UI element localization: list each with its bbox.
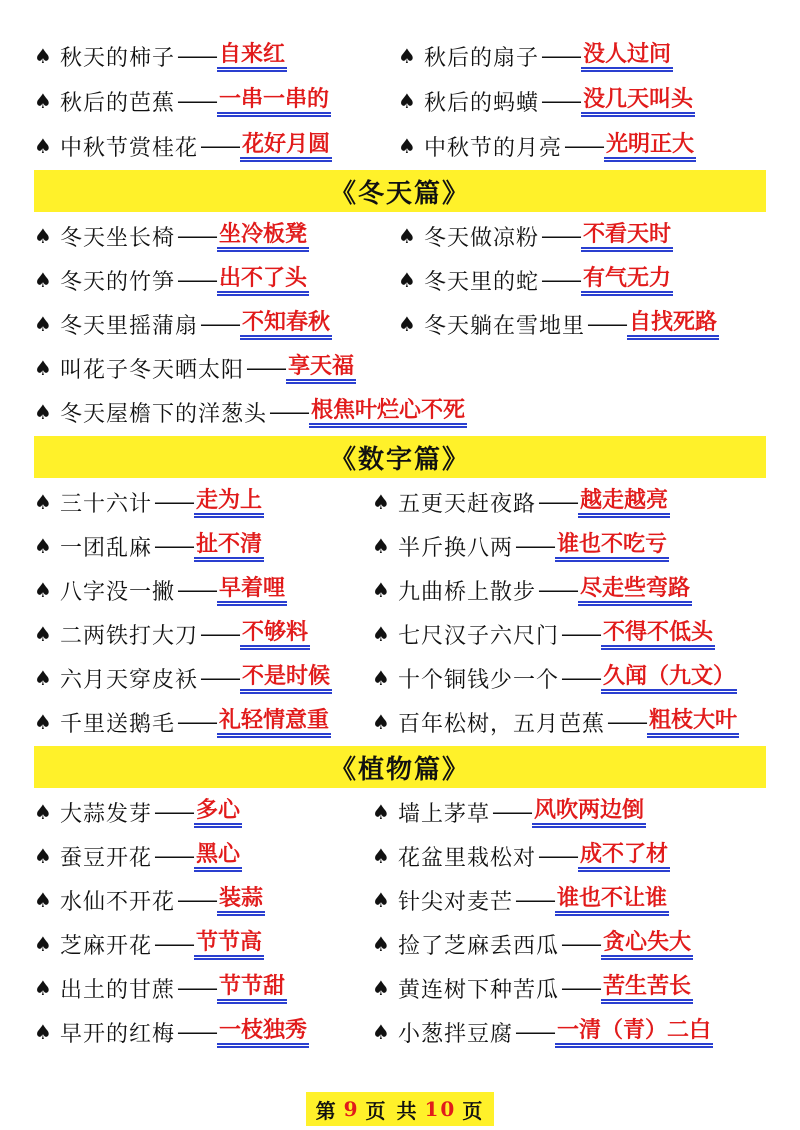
riddle-answer: 没人过问 xyxy=(581,41,673,72)
riddle-row: ♠ 大蒜发芽 —— 多心 ♠ 墙上茅草 —— 风吹两边倒 xyxy=(34,796,645,827)
spade-icon: ♠ xyxy=(398,44,416,68)
riddle-row: ♠ 冬天的竹笋 —— 出不了头 ♠ 冬天里的蛇 —— 有气无力 xyxy=(34,264,672,295)
riddle-question: 冬天屋檐下的洋葱头 xyxy=(60,401,268,427)
riddle-answer: 黑心 xyxy=(194,841,242,872)
riddle-question: 六月天穿皮袄 xyxy=(60,667,199,693)
riddle-question: 十个铜钱少一个 xyxy=(398,667,560,693)
riddle-answer: 不是时候 xyxy=(240,663,332,694)
riddle-question: 秋后的扇子 xyxy=(424,45,540,71)
spade-icon: ♠ xyxy=(372,844,390,868)
riddle-row: ♠ 二两铁打大刀 —— 不够料 ♠ 七尺汉子六尺门 —— 不得不低头 xyxy=(34,618,714,649)
riddle-question: 九曲桥上散步 xyxy=(398,579,537,605)
spade-icon: ♠ xyxy=(398,312,416,336)
riddle-answer: 谁也不吃亏 xyxy=(555,531,669,562)
riddle-answer: 贪心失大 xyxy=(601,929,693,960)
riddle-answer: 不够料 xyxy=(240,619,310,650)
riddle-question: 针尖对麦芒 xyxy=(398,889,514,915)
spade-icon: ♠ xyxy=(34,134,52,158)
riddle-row: ♠ 冬天里摇蒲扇 —— 不知春秋 ♠ 冬天躺在雪地里 —— 自找死路 xyxy=(34,308,718,339)
riddle-answer: 谁也不让谁 xyxy=(555,885,669,916)
spade-icon: ♠ xyxy=(372,1020,390,1044)
riddle-question: 冬天里摇蒲扇 xyxy=(60,313,199,339)
riddle-answer: 不得不低头 xyxy=(601,619,715,650)
riddle-answer: 坐冷板凳 xyxy=(217,221,309,252)
spade-icon: ♠ xyxy=(34,666,52,690)
riddle-answer: 扯不清 xyxy=(194,531,264,562)
spade-icon: ♠ xyxy=(372,800,390,824)
page-indicator xyxy=(306,1092,494,1126)
spade-icon: ♠ xyxy=(34,932,52,956)
riddle-question: 二两铁打大刀 xyxy=(60,623,199,649)
riddle-answer: 根焦叶烂心不死 xyxy=(309,397,467,428)
page-middle: 页 共 xyxy=(365,1098,419,1123)
page-prefix: 第 xyxy=(315,1098,338,1123)
riddle-row: ♠ 中秋节赏桂花 —— 花好月圆 ♠ 中秋节的月亮 —— 光明正大 xyxy=(34,130,695,161)
riddle-answer: 一串一串的 xyxy=(217,86,331,117)
riddle-question: 小葱拌豆腐 xyxy=(398,1021,514,1047)
spade-icon: ♠ xyxy=(372,534,390,558)
riddle-question: 大蒜发芽 xyxy=(60,801,153,827)
riddle-answer: 没几天叫头 xyxy=(581,86,695,117)
riddle-question: 一团乱麻 xyxy=(60,535,153,561)
page-suffix: 页 xyxy=(462,1098,485,1123)
spade-icon: ♠ xyxy=(34,44,52,68)
riddle-answer: 久闻（九文） xyxy=(601,663,737,694)
riddle-answer: 多心 xyxy=(194,797,242,828)
riddle-answer: 光明正大 xyxy=(604,131,696,162)
riddle-row: ♠ 早开的红梅 —— 一枝独秀 ♠ 小葱拌豆腐 —— 一清（青）二白 xyxy=(34,1016,712,1047)
riddle-answer: 自来红 xyxy=(217,41,287,72)
riddle-question: 冬天躺在雪地里 xyxy=(424,313,586,339)
spade-icon: ♠ xyxy=(34,800,52,824)
riddle-answer: 礼轻情意重 xyxy=(217,707,331,738)
riddle-answer: 一清（青）二白 xyxy=(555,1017,713,1048)
riddle-question: 冬天的竹笋 xyxy=(60,269,176,295)
spade-icon: ♠ xyxy=(372,932,390,956)
riddle-question: 秋天的柿子 xyxy=(60,45,176,71)
section-banner-numbers: 《数字篇》 xyxy=(34,436,766,478)
spade-icon: ♠ xyxy=(372,578,390,602)
riddle-question: 秋后的芭蕉 xyxy=(60,90,176,116)
spade-icon: ♠ xyxy=(34,888,52,912)
spade-icon: ♠ xyxy=(372,976,390,1000)
spade-icon: ♠ xyxy=(34,622,52,646)
spade-icon: ♠ xyxy=(34,976,52,1000)
riddle-row: ♠ 叫花子冬天晒太阳 —— 享天福 xyxy=(34,352,355,383)
riddle-question: 八字没一撇 xyxy=(60,579,176,605)
spade-icon: ♠ xyxy=(398,224,416,248)
riddle-answer: 不看天时 xyxy=(581,221,673,252)
spade-icon: ♠ xyxy=(34,400,52,424)
riddle-question: 叫花子冬天晒太阳 xyxy=(60,357,245,383)
section-banner-plants: 《植物篇》 xyxy=(34,746,766,788)
riddle-question: 早开的红梅 xyxy=(60,1021,176,1047)
riddle-question: 百年松树，五月芭蕉 xyxy=(398,711,606,737)
spade-icon: ♠ xyxy=(372,888,390,912)
riddle-question: 秋后的蚂蟥 xyxy=(424,90,540,116)
riddle-answer: 一枝独秀 xyxy=(217,1017,309,1048)
spade-icon: ♠ xyxy=(34,356,52,380)
riddle-row: ♠ 一团乱麻 —— 扯不清 ♠ 半斤换八两 —— 谁也不吃亏 xyxy=(34,530,668,561)
riddle-answer: 早着哩 xyxy=(217,575,287,606)
riddle-row: ♠ 秋天的柿子 —— 自来红 ♠ 秋后的扇子 —— 没人过问 xyxy=(34,40,672,71)
spade-icon: ♠ xyxy=(34,224,52,248)
riddle-row: ♠ 冬天坐长椅 —— 坐冷板凳 ♠ 冬天做凉粉 —— 不看天时 xyxy=(34,220,672,251)
riddle-question: 花盆里栽松对 xyxy=(398,845,537,871)
riddle-question: 蚕豆开花 xyxy=(60,845,153,871)
spade-icon: ♠ xyxy=(34,1020,52,1044)
riddle-answer: 苦生苦长 xyxy=(601,973,693,1004)
riddle-question: 中秋节的月亮 xyxy=(424,135,563,161)
riddle-question: 黄连树下种苦瓜 xyxy=(398,977,560,1003)
spade-icon: ♠ xyxy=(34,710,52,734)
riddle-row: ♠ 蚕豆开花 —— 黑心 ♠ 花盆里栽松对 —— 成不了材 xyxy=(34,840,669,871)
riddle-answer: 节节甜 xyxy=(217,973,287,1004)
riddle-answer: 不知春秋 xyxy=(240,309,332,340)
riddle-row: ♠ 八字没一撇 —— 早着哩 ♠ 九曲桥上散步 —— 尽走些弯路 xyxy=(34,574,691,605)
riddle-question: 三十六计 xyxy=(60,491,153,517)
riddle-row: ♠ 出土的甘蔗 —— 节节甜 ♠ 黄连树下种苦瓜 —— 苦生苦长 xyxy=(34,972,692,1003)
spade-icon: ♠ xyxy=(398,89,416,113)
page-current: 9 xyxy=(343,1097,360,1121)
riddle-answer: 走为上 xyxy=(194,487,264,518)
riddle-answer: 出不了头 xyxy=(217,265,309,296)
riddle-answer: 享天福 xyxy=(286,353,356,384)
riddle-question: 冬天做凉粉 xyxy=(424,225,540,251)
riddle-row: ♠ 三十六计 —— 走为上 ♠ 五更天赶夜路 —— 越走越亮 xyxy=(34,486,669,517)
riddle-answer: 成不了材 xyxy=(578,841,670,872)
riddle-question: 冬天坐长椅 xyxy=(60,225,176,251)
spade-icon: ♠ xyxy=(34,534,52,558)
riddle-answer: 节节高 xyxy=(194,929,264,960)
riddle-question: 墙上茅草 xyxy=(398,801,491,827)
riddle-question: 冬天里的蛇 xyxy=(424,269,540,295)
spade-icon: ♠ xyxy=(372,622,390,646)
riddle-row: ♠ 冬天屋檐下的洋葱头 —— 根焦叶烂心不死 xyxy=(34,396,466,427)
riddle-answer: 越走越亮 xyxy=(578,487,670,518)
spade-icon: ♠ xyxy=(34,490,52,514)
riddle-answer: 风吹两边倒 xyxy=(532,797,646,828)
riddle-answer: 尽走些弯路 xyxy=(578,575,692,606)
section-banner-winter: 《冬天篇》 xyxy=(34,170,766,212)
spade-icon: ♠ xyxy=(372,710,390,734)
riddle-question: 半斤换八两 xyxy=(398,535,514,561)
riddle-question: 五更天赶夜路 xyxy=(398,491,537,517)
riddle-question: 捡了芝麻丢西瓜 xyxy=(398,933,560,959)
page-total: 10 xyxy=(424,1097,457,1121)
spade-icon: ♠ xyxy=(398,134,416,158)
riddle-row: ♠ 秋后的芭蕉 —— 一串一串的 ♠ 秋后的蚂蟥 —— 没几天叫头 xyxy=(34,85,694,116)
riddle-answer: 装蒜 xyxy=(217,885,265,916)
spade-icon: ♠ xyxy=(34,844,52,868)
riddle-answer: 自找死路 xyxy=(627,309,719,340)
riddle-answer: 花好月圆 xyxy=(240,131,332,162)
riddle-row: ♠ 水仙不开花 —— 装蒜 ♠ 针尖对麦芒 —— 谁也不让谁 xyxy=(34,884,668,915)
spade-icon: ♠ xyxy=(372,490,390,514)
spade-icon: ♠ xyxy=(34,268,52,292)
riddle-question: 出土的甘蔗 xyxy=(60,977,176,1003)
spade-icon: ♠ xyxy=(34,312,52,336)
spade-icon: ♠ xyxy=(398,268,416,292)
riddle-question: 芝麻开花 xyxy=(60,933,153,959)
riddle-row: ♠ 千里送鹅毛 —— 礼轻情意重 ♠ 百年松树，五月芭蕉 —— 粗枝大叶 xyxy=(34,706,738,737)
spade-icon: ♠ xyxy=(34,578,52,602)
riddle-question: 中秋节赏桂花 xyxy=(60,135,199,161)
riddle-question: 七尺汉子六尺门 xyxy=(398,623,560,649)
riddle-question: 千里送鹅毛 xyxy=(60,711,176,737)
spade-icon: ♠ xyxy=(34,89,52,113)
riddle-answer: 有气无力 xyxy=(581,265,673,296)
spade-icon: ♠ xyxy=(372,666,390,690)
riddle-row: ♠ 芝麻开花 —— 节节高 ♠ 捡了芝麻丢西瓜 —— 贪心失大 xyxy=(34,928,692,959)
riddle-row: ♠ 六月天穿皮袄 —— 不是时候 ♠ 十个铜钱少一个 —— 久闻（九文） xyxy=(34,662,736,693)
riddle-question: 水仙不开花 xyxy=(60,889,176,915)
riddle-answer: 粗枝大叶 xyxy=(647,707,739,738)
